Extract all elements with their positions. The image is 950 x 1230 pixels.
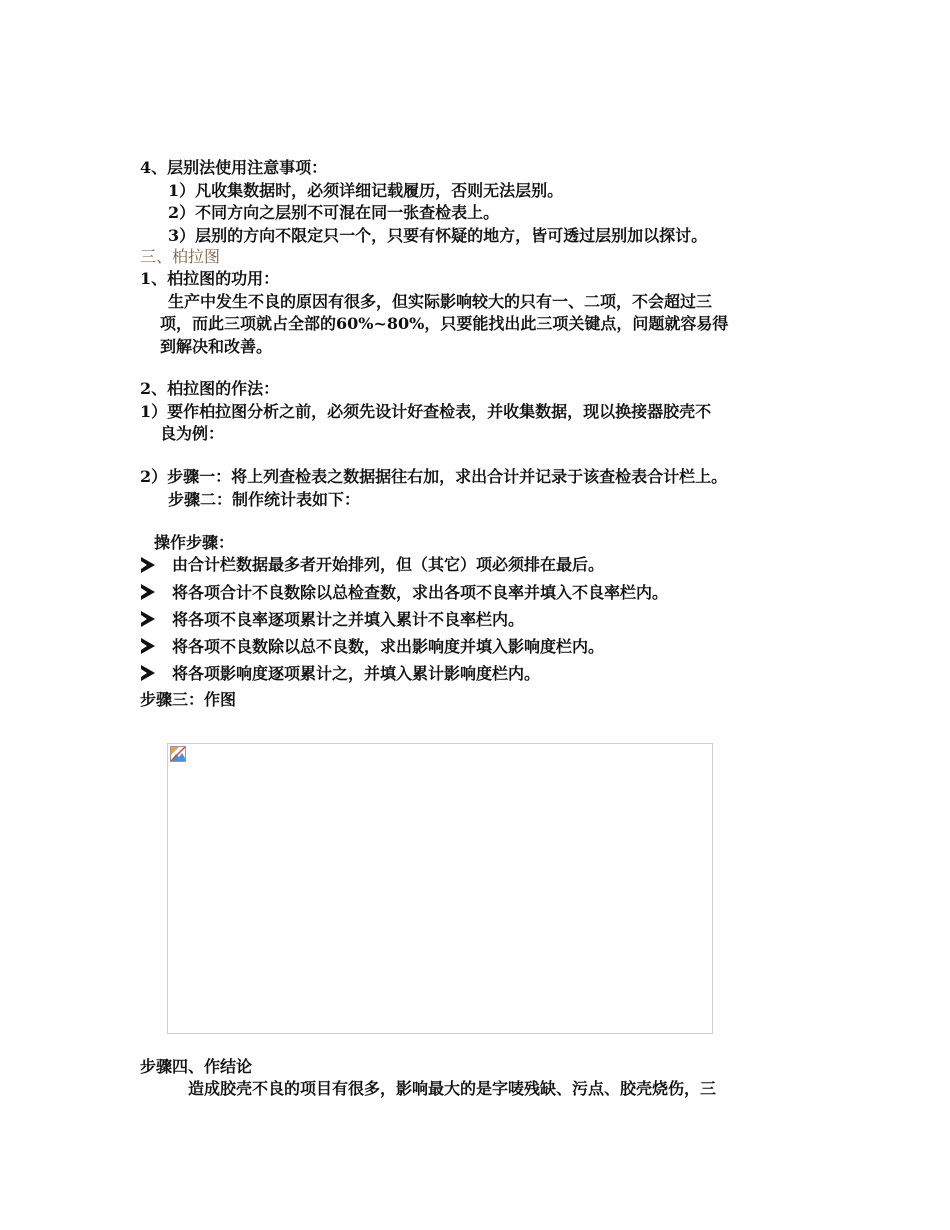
note-item-2: 2）不同方向之层别不可混在同一张查检表上。 xyxy=(168,203,500,222)
part-3-title: 三、柏拉图 xyxy=(140,247,221,266)
note-item-1: 1）凡收集数据时，必须详细记载履历，否则无法层别。 xyxy=(168,181,564,200)
section-4-heading: 4、层别法使用注意事项： xyxy=(140,158,328,177)
broken-image-icon xyxy=(170,746,186,762)
bullet-arrow-icon xyxy=(141,557,155,573)
image-placeholder-frame xyxy=(167,743,713,1034)
function-heading: 1、柏拉图的功用： xyxy=(140,269,280,288)
operation-step-3: 将各项不良率逐项累计之并填入累计不良率栏内。 xyxy=(172,610,525,629)
function-para-line-2: 项，而此三项就占全部的60%~80%，只要能找出此三项关键点，问题就容易得 xyxy=(160,314,729,333)
bullet-arrow-icon xyxy=(141,665,155,681)
operation-step-1: 由合计栏数据最多者开始排列，但（其它）项必须排在最后。 xyxy=(172,555,605,574)
function-para-line-3: 到解决和改善。 xyxy=(160,337,273,356)
step-1-line-2: 良为例： xyxy=(160,424,225,443)
operation-step-5: 将各项影响度逐项累计之，并填入累计影响度栏内。 xyxy=(172,664,541,683)
step-2-line-2: 步骤二：制作统计表如下： xyxy=(168,490,361,509)
step-1-line-1: 1）要作柏拉图分析之前，必须先设计好查检表，并收集数据，现以换接器胶壳不 xyxy=(140,402,712,421)
step-4-heading: 步骤四、作结论 xyxy=(140,1057,253,1076)
operation-step-4: 将各项不良数除以总不良数，求出影响度并填入影响度栏内。 xyxy=(172,637,605,656)
step-3-heading: 步骤三：作图 xyxy=(140,690,237,709)
operation-steps-heading: 操作步骤： xyxy=(154,533,235,552)
note-item-3: 3）层别的方向不限定只一个，只要有怀疑的地方，皆可透过层别加以探讨。 xyxy=(168,226,708,245)
bullet-arrow-icon xyxy=(141,584,155,600)
operation-step-2: 将各项合计不良数除以总检查数，求出各项不良率并填入不良率栏内。 xyxy=(172,583,669,602)
bullet-arrow-icon xyxy=(141,638,155,654)
step-2-line-1: 2）步骤一：将上列查检表之数据据往右加，求出合计并记录于该查检表合计栏上。 xyxy=(140,467,728,486)
function-para-line-1: 生产中发生不良的原因有很多，但实际影响较大的只有一、二项，不会超过三 xyxy=(168,292,713,311)
bullet-arrow-icon xyxy=(141,611,155,627)
conclusion-para: 造成胶壳不良的项目有很多，影响最大的是字唛残缺、污点、胶壳烧伤，三 xyxy=(188,1079,717,1098)
method-heading: 2、柏拉图的作法： xyxy=(140,379,280,398)
